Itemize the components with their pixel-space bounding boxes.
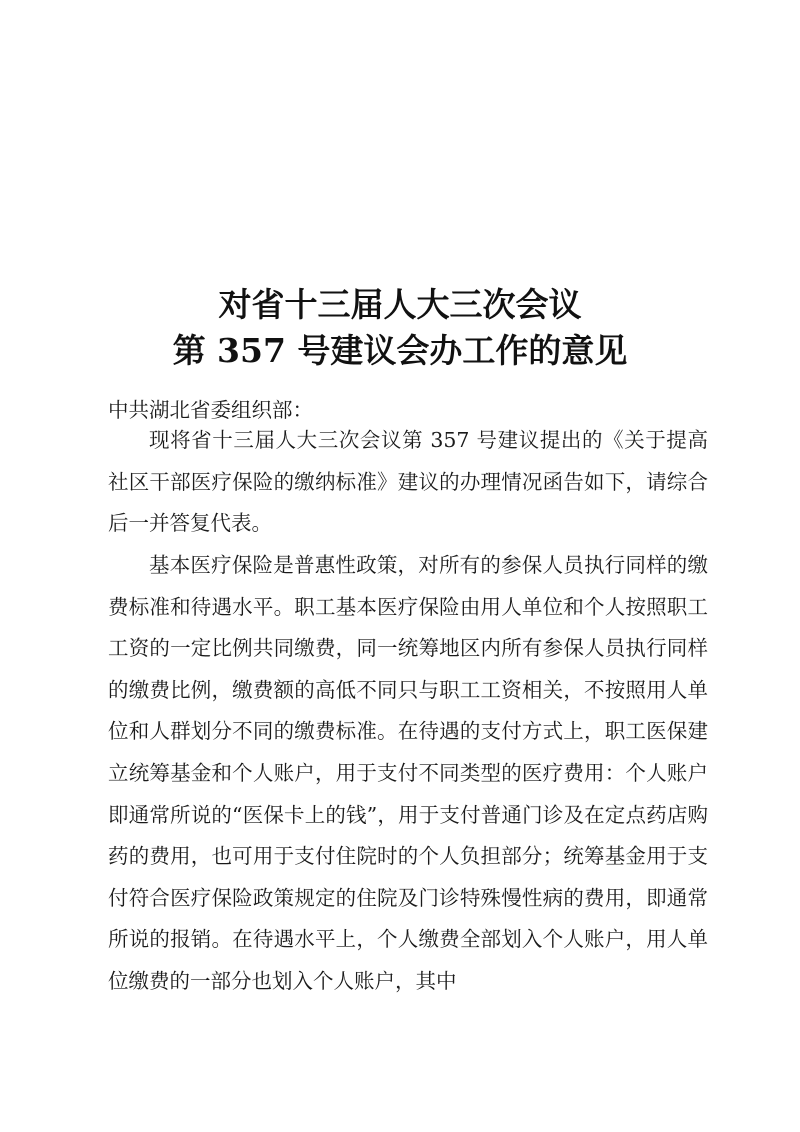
document-title-line-2: 第 357 号建议会办工作的意见 <box>172 331 628 370</box>
salutation: 中共湖北省委组织部： <box>108 398 313 422</box>
body-paragraph-2: 基本医疗保险是普惠性政策，对所有的参保人员执行同样的缴费标准和待遇水平。职工基本医疗保险由用人单位和个人按照职工工资的一定比例共同缴费，同一统筹地区内所有参保人员执行同样的缴费比例，缴费额的高低不同只与职工工资相关，不按照用人单位和人群划分不同的缴费标准。在待遇的支付方式上，职工医保建立统筹基金和个人账户，用于支付不同类型的医疗费用：个人账户即通常所说的“医保卡上的钱”，用于支付普通门诊及在定点药店购药的费用，也可用于支付住院时的个人负担部分；统筹基金用于支付符合医疗保险政策规定的住院及门诊特殊慢性病的费用，即通常所说的报销。在待遇水平上，个人缴费全部划入个人账户，用人单位缴费的一部分也划入个人账户，其中 <box>108 553 708 993</box>
body-paragraph-1: 现将省十三届人大三次会议第 357 号建议提出的《关于提高社区干部医疗保险的缴纳标准》建议的办理情况函告如下，请综合后一并答复代表。 <box>108 428 708 536</box>
document-title-line-1: 对省十三届人大三次会议 <box>218 285 582 324</box>
